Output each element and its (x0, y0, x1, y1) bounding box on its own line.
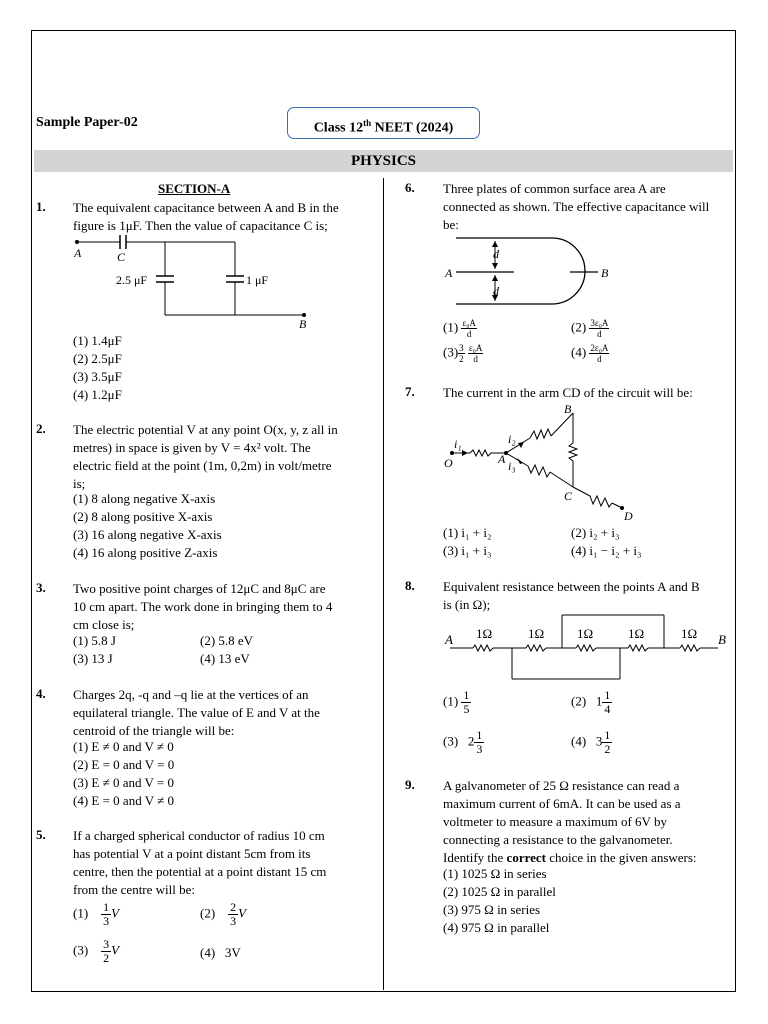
question-line: The equivalent capacitance between A and B in the (73, 200, 339, 215)
capacitor-circuit-figure (70, 232, 320, 332)
question-line: from the centre will be: (73, 882, 196, 897)
option: (2) 1025 Ω in parallel (443, 884, 556, 899)
option: (2) $\frac{\text{3ε₀A}}{d}$ (571, 318, 609, 339)
figure-label: d (493, 247, 499, 261)
option: (3) E ≠ 0 and V = 0 (73, 775, 175, 790)
figure-label: 1 μF (246, 273, 269, 287)
fraction: $\frac{1}{5}$ (463, 688, 470, 716)
figure-label: D (624, 509, 633, 523)
option: (2) 1 $\frac{1}{4}$ (571, 688, 611, 716)
figure-label: A (445, 632, 453, 647)
fraction: $\frac{\text{2ε₀A}}{d}$ (590, 343, 609, 364)
class-suffix: NEET (2024) (371, 120, 454, 136)
fraction: $\frac{1}{3}$ (476, 728, 483, 756)
question-text (443, 578, 731, 614)
question-line: The current in the arm CD of the circuit will be: (443, 385, 693, 400)
figure-label: C (564, 489, 573, 503)
question-number: 7. (405, 384, 415, 399)
figure-label: C (117, 250, 126, 264)
option: (1) 1025 Ω in series (443, 866, 547, 881)
option: (2) 8 along positive X-axis (73, 509, 213, 524)
sample-paper-label: Sample Paper-02 (36, 115, 138, 130)
figure-label: d (493, 284, 499, 298)
column-divider (383, 178, 384, 990)
question-line: centre, then the potential at a point distant 15 cm (73, 864, 327, 879)
question-number: 3. (36, 580, 46, 595)
figure-label: B (601, 266, 609, 280)
option: (2) 5.8 eV (200, 633, 254, 648)
option: (4) 3 $\frac{1}{2}$ (571, 728, 611, 756)
question-number: 9. (405, 777, 415, 792)
question-line: A galvanometer of 25 Ω resistance can read a (443, 778, 680, 793)
plates-capacitor-figure (440, 232, 620, 312)
question-line: Three plates of common surface area A are (443, 181, 666, 196)
option: (1) $\frac{1}{3}$ V (73, 900, 120, 928)
option: (3) i₁ + i₃ (443, 543, 492, 558)
question-line: voltmeter to measure a maximum of 6V by (443, 814, 667, 829)
option: (3) 2 $\frac{1}{3}$ (443, 728, 483, 756)
question-text (73, 827, 361, 899)
option: (4) 3V (200, 945, 241, 960)
question-line: figure is 1μF. Then the value of capacitance C is; (73, 218, 328, 233)
question-line: is; (73, 476, 86, 491)
option: (1) i₁ + i₂ (443, 525, 492, 540)
fraction: $\frac{1}{3}$ (103, 900, 110, 928)
option: (1) 1.4μF (73, 333, 122, 348)
figure-label: 1Ω (577, 626, 594, 641)
question-text (73, 580, 361, 634)
figure-label: 1Ω (476, 626, 493, 641)
question-line: The electric potential V at any point O(x, y, z all in (73, 422, 338, 437)
option: (2) i₂ + i₃ (571, 525, 620, 540)
option: (2) E = 0 and V = 0 (73, 757, 175, 772)
question-line: connecting a resistance to the galvanometer. (443, 832, 673, 847)
resistor-chain-figure (440, 612, 740, 682)
question-line: connected as shown. The effective capacitance will (443, 199, 710, 214)
option: (4) 1.2μF (73, 387, 122, 402)
option: (1) $\frac{\text{ε₀A}}{d}$ (443, 318, 476, 339)
figure-label: B (718, 632, 726, 647)
question-line: If a charged spherical conductor of radius 10 cm (73, 828, 325, 843)
fraction: $\frac{\text{ε₀A}}{d}$ (468, 343, 483, 364)
question-line: electric field at the point (1m, 0,2m) in volt/metre (73, 458, 332, 473)
option: (1) 5.8 J (73, 633, 116, 648)
question-line: Charges 2q, -q and –q lie at the vertices of an (73, 687, 309, 702)
question-text (73, 199, 361, 235)
option: (3) 3.5μF (73, 369, 122, 384)
figure-label: B (564, 402, 572, 416)
options-list (443, 865, 556, 937)
figure-label: 1Ω (681, 626, 698, 641)
option: (4) 975 Ω in parallel (443, 920, 550, 935)
option: (4) E = 0 and V ≠ 0 (73, 793, 175, 808)
options-list (73, 490, 222, 562)
class-title-box (287, 107, 480, 139)
question-number: 6. (405, 180, 415, 195)
option: (4) $\frac{\text{2ε₀A}}{d}$ (571, 343, 609, 364)
figure-label: i₁ (454, 437, 462, 451)
option: (4) 16 along positive Z-axis (73, 545, 218, 560)
option: (2) $\frac{2}{3}$ V (200, 900, 247, 928)
figure-label: 1Ω (528, 626, 545, 641)
option: (3) 975 Ω in series (443, 902, 541, 917)
question-number: 1. (36, 199, 46, 214)
fraction: $\frac{3}{2}$ (459, 343, 464, 364)
question-line: centroid of the triangle will be: (73, 723, 235, 738)
figure-label: O (444, 456, 453, 470)
option: (3) 13 J (73, 651, 113, 666)
option: (3) $\frac{3}{2}$ $\frac{\text{ε₀A}}{d}$ (443, 343, 483, 364)
class-prefix: Class 12 (313, 120, 364, 136)
question-line: Two positive point charges of 12μC and 8μC are (73, 581, 326, 596)
question-line: is (in Ω); (443, 597, 491, 612)
figure-label: 2.5 μF (116, 273, 148, 287)
question-text (443, 180, 731, 234)
question-number: 2. (36, 421, 46, 436)
fraction: $\frac{3}{2}$ (103, 937, 110, 965)
figure-label: 1Ω (628, 626, 645, 641)
option: (3) 16 along negative X-axis (73, 527, 222, 542)
figure-label: A (498, 452, 506, 466)
question-line: Equivalent resistance between the points A and B (443, 579, 700, 594)
option: (4) i₁ − i₂ + i₃ (571, 543, 642, 558)
question-line: has potential V at a point distant 5cm from its (73, 846, 311, 861)
fraction: $\frac{\text{3ε₀A}}{d}$ (590, 318, 609, 339)
option: (3) $\frac{3}{2}$ V (73, 937, 120, 965)
fraction: $\frac{1}{2}$ (604, 728, 611, 756)
option: (2) 2.5μF (73, 351, 122, 366)
class-sup: th (363, 118, 372, 128)
question-line: maximum current of 6mA. It can be used as a (443, 796, 681, 811)
question-line: be: (443, 217, 459, 232)
figure-label: A (74, 246, 82, 260)
options-list (73, 738, 174, 810)
subject-bar: PHYSICS (34, 150, 733, 172)
question-number: 5. (36, 827, 46, 842)
question-line: Identify the correct choice in the given answers: (443, 850, 697, 865)
fraction: $\frac{2}{3}$ (230, 900, 237, 928)
options-list (73, 332, 122, 404)
question-text (73, 686, 361, 740)
option: (1) E ≠ 0 and V ≠ 0 (73, 739, 174, 754)
figure-label: B (299, 317, 307, 331)
option: (4) 13 eV (200, 651, 250, 666)
fraction: $\frac{\text{ε₀A}}{d}$ (462, 318, 476, 339)
question-number: 4. (36, 686, 46, 701)
question-text (443, 777, 731, 867)
fraction: $\frac{1}{4}$ (604, 688, 611, 716)
question-line: metres) in space is given by V = 4x² volt. The (73, 440, 311, 455)
figure-label: i₃ (508, 459, 516, 473)
option: (1) 8 along negative X-axis (73, 491, 216, 506)
question-line: 10 cm apart. The work done in bringing them to 4 (73, 599, 333, 614)
question-line: cm close is; (73, 617, 135, 632)
figure-label: i₂ (508, 432, 516, 446)
section-heading: SECTION-A (158, 181, 231, 196)
question-text (73, 421, 361, 493)
figure-label: A (445, 266, 453, 280)
question-line: equilateral triangle. The value of E and V at the (73, 705, 320, 720)
option: (1) $\frac{1}{5}$ (443, 688, 470, 716)
resistor-network-figure (440, 400, 640, 525)
question-number: 8. (405, 578, 415, 593)
